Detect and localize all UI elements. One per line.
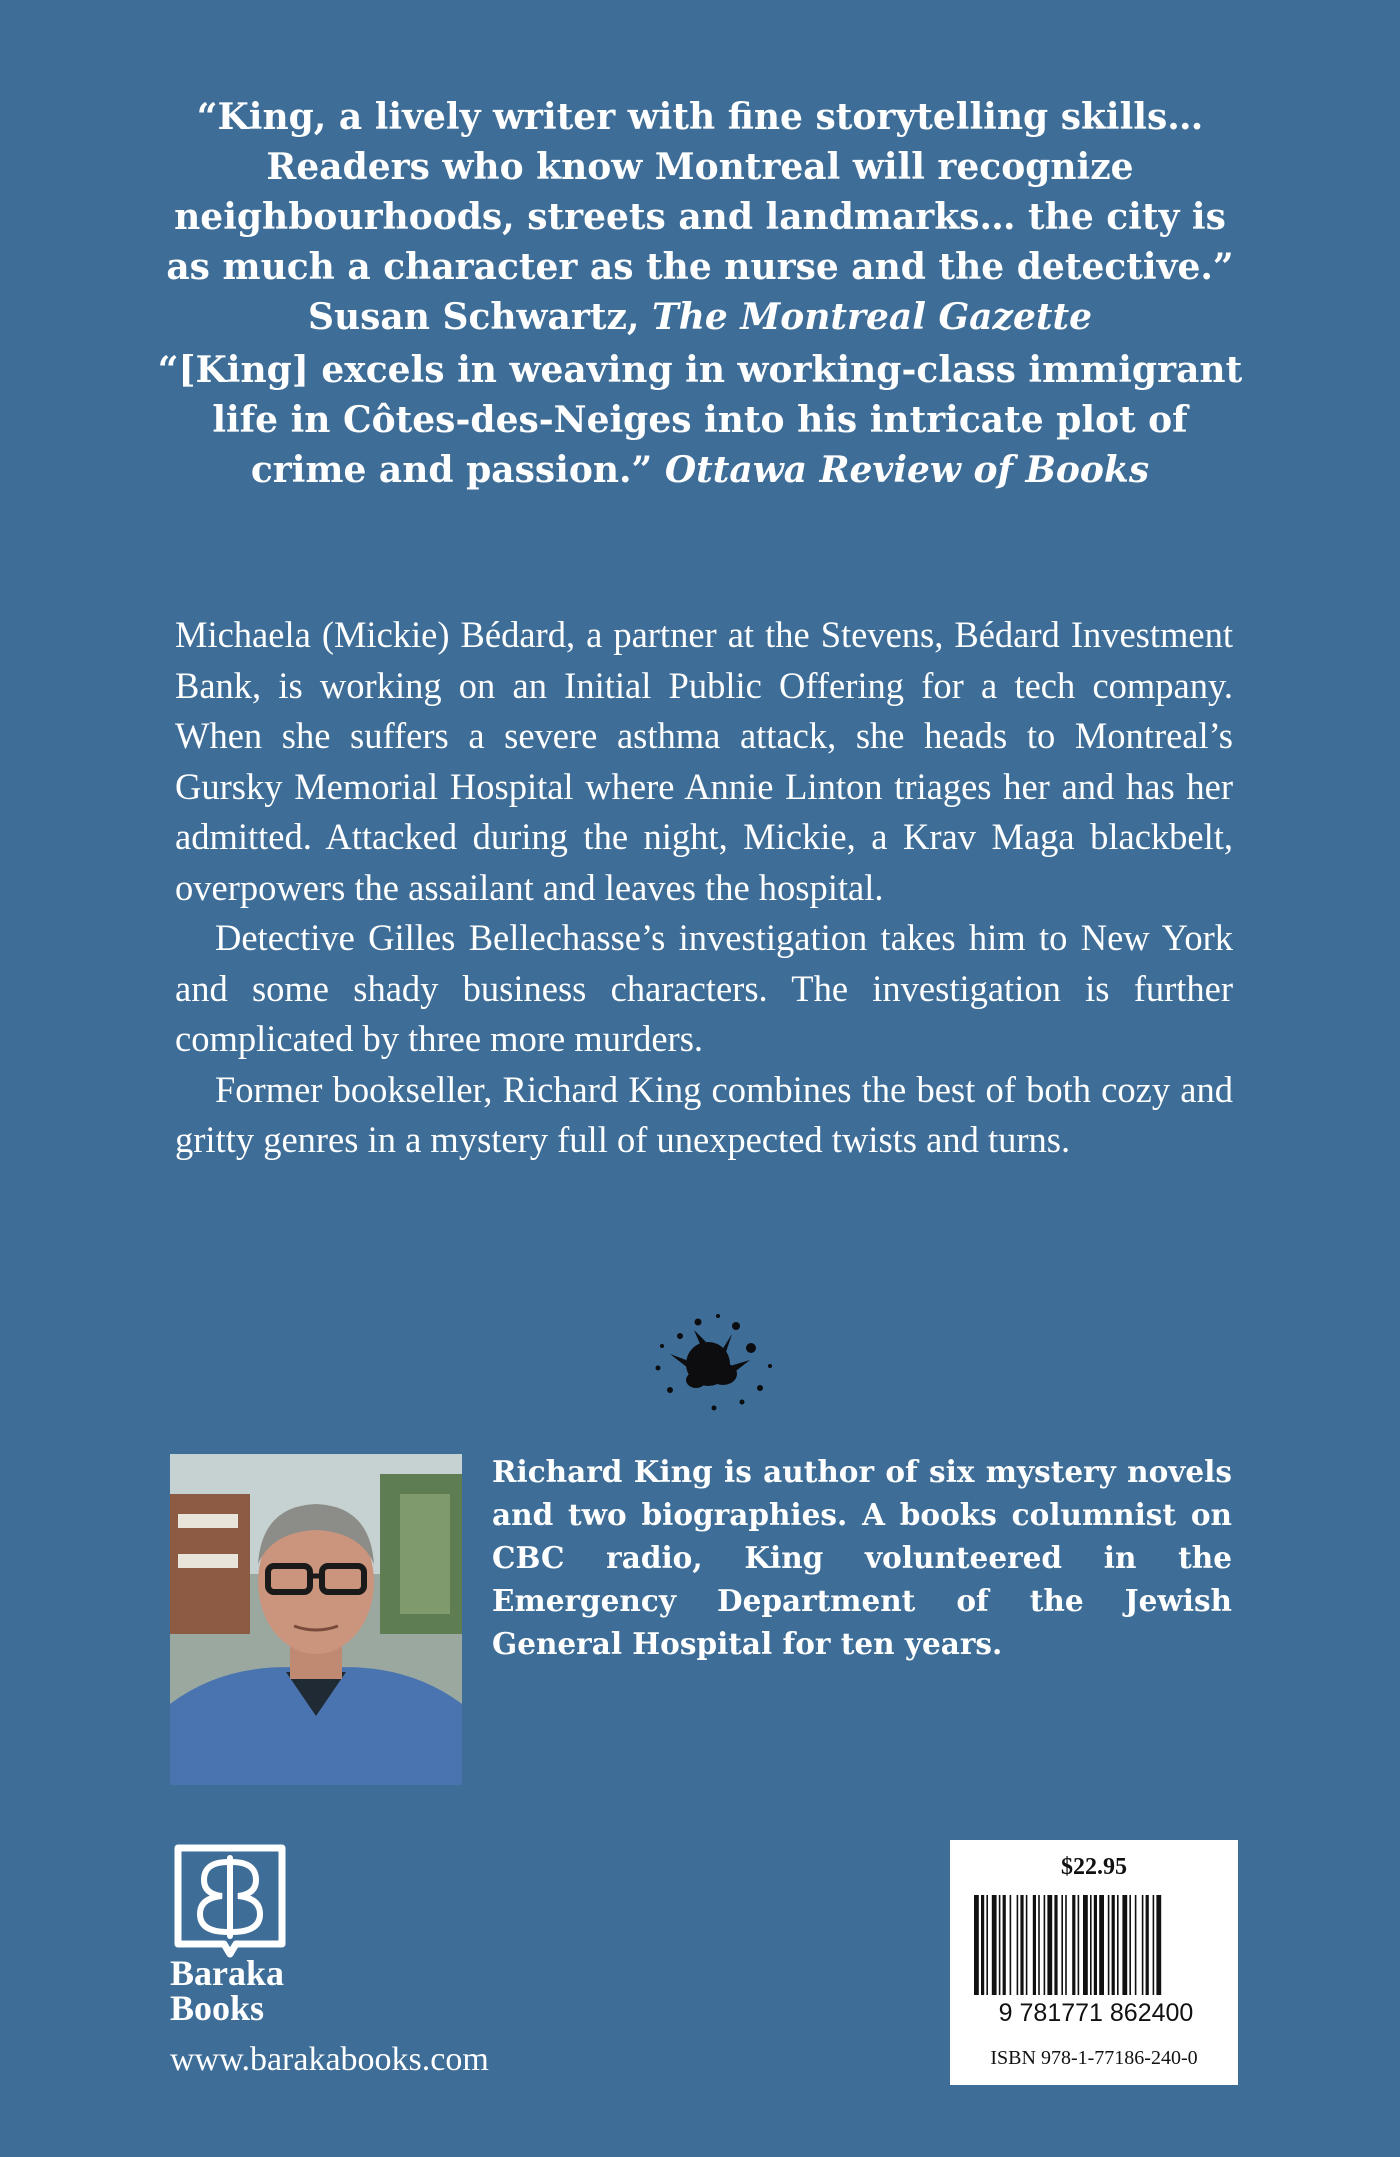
barcode-bar: [1047, 1895, 1052, 1995]
blurb-paragraph-2: Detective Gilles Bellechasse’s investigation takes him to New York and some shady business characters. The investigation is further complicated by three more murders.: [175, 917, 1233, 1059]
book-blurb: [175, 610, 1233, 1166]
barcode-bar: [1026, 1895, 1028, 1995]
barcode-bar: [1153, 1895, 1155, 1995]
barcode-bar: [1090, 1895, 1092, 1995]
barcode-digits: 9 781771 862400: [998, 1999, 1194, 2025]
author-bio: Richard King is author of six mystery novels and two biographies. A books columnist on CBC radio, King volunteered in the Emergency Department of the Jewish General Hospital for ten years.: [492, 1454, 1232, 1661]
barcode-bar: [1094, 1895, 1097, 1995]
review-1-publication: The Montreal Gazette: [651, 296, 1093, 338]
barcode-bar: [1083, 1895, 1088, 1995]
barcode-bar: [1135, 1895, 1137, 1995]
review-2-text: “[King] excels in weaving in working-class immigrant life in Côtes-des-Neiges into his intricate plot of crime and passion.”: [157, 349, 1243, 491]
barcode-bar: [1003, 1895, 1006, 1995]
review-2-publication: Ottawa Review of Books: [664, 449, 1150, 491]
barcode-panel: [950, 1840, 1238, 2085]
barcode-bar: [1122, 1895, 1127, 1995]
barcode-bar: [1044, 1895, 1046, 1995]
author-portrait-image: [170, 1454, 462, 1785]
barcode-bar: [974, 1895, 979, 1995]
publisher-name-line1: Baraka: [170, 1953, 285, 1993]
price-label: $22.95: [1061, 1854, 1127, 1880]
isbn-number: ISBN 978-1-77186-240-0: [990, 2047, 1198, 2069]
barcode-bar: [1112, 1895, 1115, 1995]
barcode-bar: [999, 1895, 1001, 1995]
review-quote-1: [150, 92, 1250, 342]
barcode-bar: [1129, 1895, 1131, 1995]
author-photo: [170, 1454, 462, 1785]
barcode-bar: [992, 1895, 997, 1995]
barcode-bar: [1108, 1895, 1110, 1995]
barcode-bar: [1078, 1895, 1080, 1995]
barcode-bar: [1142, 1895, 1144, 1995]
barcode-bar: [1072, 1895, 1075, 1995]
barcode-bar: [1065, 1895, 1067, 1995]
barcode-bar: [1010, 1895, 1012, 1995]
barcode-bar: [1017, 1895, 1019, 1995]
barcode-bar: [1146, 1895, 1149, 1995]
barcode-bar: [1099, 1895, 1104, 1995]
publisher-name: [170, 1953, 285, 2028]
barcode-bar: [1117, 1895, 1119, 1995]
barcode-bar: [1156, 1895, 1161, 1995]
barcode-bar: [1038, 1895, 1040, 1995]
ink-splatter-icon: [610, 1290, 790, 1420]
blurb-paragraph-3: Former bookseller, Richard King combines the best of both cozy and gritty genres in a mystery full of unexpected twists and turns.: [175, 1068, 1233, 1160]
publisher-name-line2: Books: [170, 1988, 265, 2028]
review-quote-2: [150, 345, 1250, 495]
barcode-bar: [981, 1895, 984, 1995]
review-1-author: Susan Schwartz,: [307, 296, 640, 338]
isbn-barcode: [972, 1895, 1220, 2025]
review-1-text: “King, a lively writer with fine storytelling skills… Readers who know Montreal will recognize neighbourhoods, streets and landmarks… the city is as much a character as the nurse and the detective.”: [166, 96, 1234, 288]
barcode-bar: [986, 1895, 988, 1995]
barcode-bar: [1020, 1895, 1023, 1995]
publisher-website: www.barakabooks.com: [170, 2041, 489, 2078]
barcode-bar: [1061, 1895, 1063, 1995]
barcode-bar: [1033, 1895, 1036, 1995]
barcode-bar: [1054, 1895, 1057, 1995]
blurb-paragraph-1: Michaela (Mickie) Bédard, a partner at the Stevens, Bédard Investment Bank, is working on an Initial Public Offering for a tech company. When she suffers a severe asthma attack, she heads to Montreal’s Gursky Memorial Hospital where Annie Linton triages her and has her admitted. Attacked during the night, Mickie, a Krav Maga blackbelt, overpowers the assailant and leaves the hospital.: [175, 614, 1233, 908]
